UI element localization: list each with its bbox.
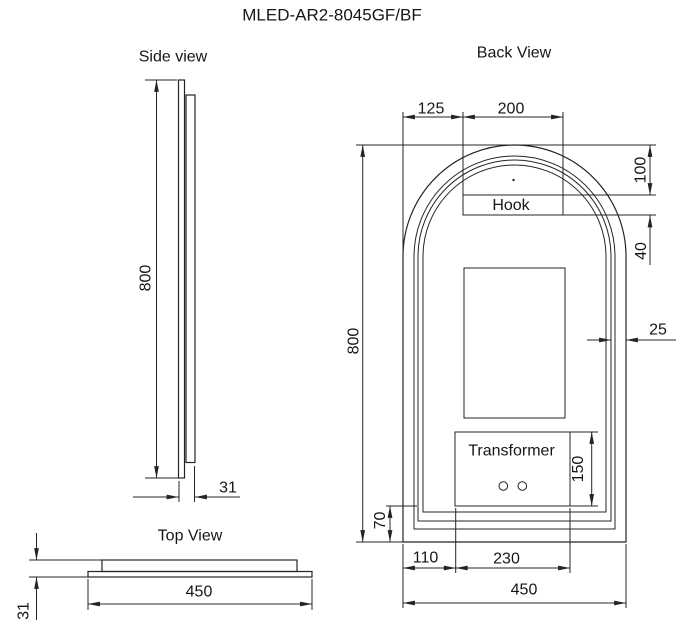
page-title: MLED-AR2-8045GF/BF — [242, 5, 422, 25]
side-view-back-panel — [186, 95, 195, 463]
dim-text-back-width: 450 — [510, 581, 538, 599]
side-view-mirror-panel — [179, 80, 185, 478]
dim-text-transformer-from-bottom: 70 — [372, 511, 389, 530]
back-view — [346, 45, 677, 609]
top-view — [16, 528, 313, 621]
side-view-label: Side view — [138, 48, 208, 66]
dim-text-back-height: 800 — [345, 327, 363, 355]
transformer-label: Transformer — [468, 442, 555, 460]
dim-text-side-height: 800 — [137, 264, 155, 292]
dim-text-top-width: 450 — [185, 583, 213, 601]
top-view-label: Top View — [157, 527, 223, 545]
dim-text-hook-from-top: 100 — [632, 156, 650, 184]
dim-text-top-thickness: 31 — [15, 602, 33, 620]
dim-text-transformer-width: 230 — [493, 550, 520, 568]
hook-label: Hook — [492, 197, 530, 214]
dim-text-transformer-height: 150 — [570, 455, 587, 483]
dim-text-hook-height: 40 — [633, 242, 650, 260]
dim-text-transformer-offset: 110 — [412, 549, 439, 567]
dim-text-side-thickness: 31 — [219, 479, 237, 497]
cable-hole-left — [499, 482, 508, 491]
dim-text-frame-inset: 25 — [649, 321, 667, 339]
dim-text-hook-width: 200 — [497, 100, 525, 118]
arc-center-mark — [512, 179, 514, 181]
cable-hole-right — [518, 482, 527, 491]
top-view-back-panel — [102, 560, 297, 572]
side-view — [133, 49, 240, 503]
top-view-mirror-panel — [88, 572, 312, 578]
dim-text-hook-offset: 125 — [417, 100, 445, 118]
back-panel-cutout — [464, 268, 565, 418]
back-view-label: Back View — [476, 44, 552, 62]
